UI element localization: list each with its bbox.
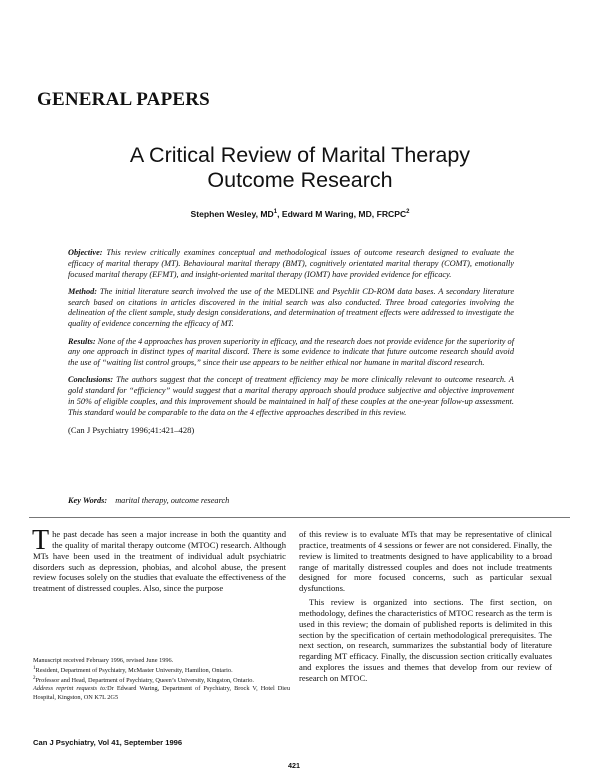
- intro-paragraph: [32, 525, 286, 594]
- section-heading: GENERAL PAPERS: [37, 89, 210, 110]
- author-2-affiliation: 2: [406, 209, 410, 216]
- method-text-a: The initial literature search involved the use of the: [99, 286, 274, 296]
- method-medline: MEDLINE: [276, 286, 315, 296]
- abstract-method: [68, 287, 514, 330]
- objective-label: Objective:: [68, 248, 103, 257]
- abstract-conclusions: [68, 375, 514, 418]
- conclusions-label: Conclusions:: [68, 375, 114, 385]
- manuscript-received: Manuscript received February 1996, revised June 1996.: [33, 657, 174, 664]
- page-number: 421: [288, 761, 300, 770]
- author-2: Edward M Waring, MD, FRCPC: [281, 209, 407, 219]
- footnote-1: [33, 665, 290, 675]
- abstract-objective: [68, 248, 514, 280]
- article-title: [60, 143, 540, 193]
- keywords-label: Key Words:: [68, 496, 108, 505]
- results-text: None of the 4 approaches has proven superiority in efficacy, and the research does not provide evidence for the superiority of any one approach in distinct types of marital discord. There is some evidence to indicate that future outcome research should avoid the use of “waiting list control groups,” since their use appears to be neither ethical nor humane in marital discord research.: [68, 336, 514, 368]
- keywords-text: marital therapy, outcome research: [115, 496, 230, 505]
- reprint-address: [33, 685, 290, 701]
- author-1-affiliation: 1: [273, 209, 278, 216]
- intro-text: he past decade has seen a major increase in both the quantity and the quality of marital therapy outcome (MTOC) research. Although MTs have been used in the treatment of individual adult psychiatric disorders such as depression, phobias, and alcohol abuse, the present review focuses solely on the studies that evaluate the effectiveness of the treatment of distressed couples. Also, since the purpose: [33, 529, 286, 594]
- results-label: Results:: [68, 336, 96, 346]
- journal-citation: (Can J Psychiatry 1996;41:421–428): [68, 425, 195, 436]
- reprint-label: Address reprint requests to:: [33, 685, 108, 693]
- footnote-1-marker: 1: [33, 666, 36, 672]
- title-line-1: A Critical Review of Marital Therapy: [129, 143, 471, 167]
- footnote-1-text: Resident, Department of Psychiatry, McMaster University, Hamilton, Ontario.: [35, 667, 233, 675]
- footnote-2-marker: 2: [33, 676, 36, 682]
- right-paragraph-1: of this review is to evaluate MTs that may be representative of clinical practice, treatments of 4 sessions or fewer are not considered. Finally, the review is limited to treatments designed to have applicability to a broad range of maritally distressed couples and does not include treatments designed for more focused concerns, such as particular sexual dysfunctions.: [299, 529, 552, 594]
- footnote-2: [33, 675, 290, 685]
- objective-text: This review critically examines conceptual and methodological issues of outcome research designed to evaluate the efficacy of marital therapy (MT). Behavioural marital therapy (BMT), cognitively orientated marital therapy (COMT), emotionally focused marital therapy (EFMT), and insight-oriented marital therapy (IOMT) have provided evidence for efficacy.: [68, 248, 514, 279]
- body-column-right: [299, 529, 552, 684]
- drop-cap: T: [32, 525, 50, 556]
- title-line-2: Outcome Research: [207, 168, 393, 192]
- author-line: Stephen Wesley, $MD^1$, Edward M Waring, MD, FRCPC$^2$: [190, 209, 410, 219]
- method-label: Method:: [68, 286, 98, 296]
- header-divider: [29, 517, 570, 518]
- abstract-results: [68, 337, 514, 369]
- keywords: [68, 496, 229, 505]
- author-1: Stephen Wesley, MD: [190, 209, 274, 219]
- footnotes: [33, 657, 290, 702]
- journal-footer: Can J Psychiatry, Vol 41, September 1996: [33, 738, 183, 747]
- abstract: [68, 248, 514, 436]
- right-paragraph-2: This review is organized into sections. The first section, on methodology, defines the characteristics of MTOC research as the term is used in this review; the domain of published reports is delimited in this section by the specification of certain methodological prerequisites. The next section, on research, summarizes the substantial body of literature regarding MT efficacy. Finally, the discussion section critically evaluates and explores the issues and themes that develop from our review of research on MTOC.: [299, 597, 552, 683]
- footnote-2-text: Professor and Head, Department of Psychiatry, Queen’s University, Kingston, Ontario.: [35, 677, 254, 685]
- conclusions-text: The authors suggest that the concept of treatment efficiency may be more clinically relevant to outcome research. A gold standard for “efficiency” would suggest that a marital therapy approach should produce subjective and objective improvement in 50% of eligible couples, and this improvement should be maintained in half of these couples at the one-year follow-up assessment. This standard would be comparable to the data on the 4 effective approaches described in this review.: [68, 375, 514, 417]
- method-text-b: and PsychIit CD-ROM data bases. A secondary literature search based on citations in articles discovered in the initial search was also conducted. Three broad categories involving the delineation of the client sample, study design considerations, and determination of treatment effects were addressed to investigate the quality of evidence concerning the efficacy of MT.: [68, 286, 515, 329]
- reprint-text: Dr Edward Waring, Department of Psychiatry, Brock V, Hotel Dieu Hospital, Kingston, ON K7L 2G5: [33, 685, 290, 701]
- body-column-left: [32, 525, 286, 594]
